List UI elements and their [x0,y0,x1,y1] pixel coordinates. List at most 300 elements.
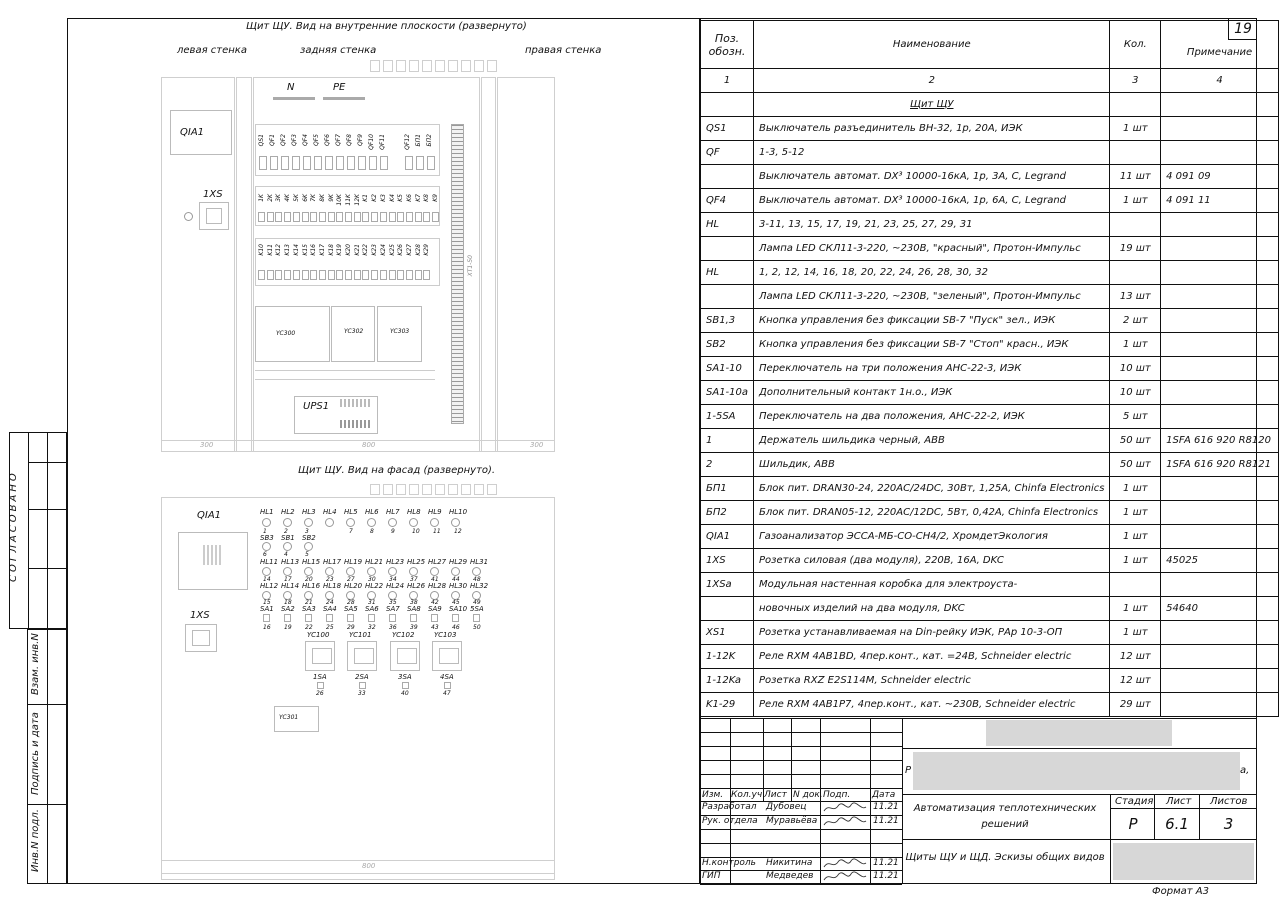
indicator-lamp-icon [262,542,271,551]
relay-label: K12 [275,244,283,256]
hl-label: HL3 [302,508,316,516]
person-date: 11.21 [873,816,899,826]
qf-label: QF6 [324,134,331,146]
relay-module [319,270,326,280]
signature-icon [821,870,869,884]
spec-qty-cell: 2 шт [1110,309,1161,333]
hl-label: HL4 [323,508,337,516]
relay-module [354,270,361,280]
sa-label: SA5 [344,605,358,613]
spec-row [701,165,1279,189]
terminal-number: 1 [263,528,267,535]
spec-qty-cell: 12 шт [1110,669,1161,693]
yc-label: YC103 [434,631,457,639]
relay-module [371,212,378,222]
terminal-number: 33 [358,690,366,697]
spec-qty-cell [1110,93,1161,117]
terminal-number: 12 [454,528,462,535]
hl-label: HL31 [470,558,489,566]
relay-label: K19 [336,244,344,256]
relay-label: K6 [405,194,413,202]
spec-note-cell [1161,645,1279,669]
spec-qty-cell [1110,141,1161,165]
project-suffix: а, [1240,765,1250,776]
spec-row [701,597,1279,621]
relay-module [389,270,396,280]
spec-row [701,645,1279,669]
hl-label: HL8 [407,508,421,516]
spec-name-cell: 3-11, 13, 15, 17, 19, 21, 23, 25, 27, 29, 31 [754,213,1110,237]
hl-label: HL11 [260,558,279,566]
terminal-number: 11 [433,528,441,535]
sw-label: 1SA [313,673,327,681]
terminal-number: 27 [347,576,355,583]
spec-note-cell: 4 091 09 [1161,165,1279,189]
sb-label: SB3 [260,534,274,542]
switch-icon [410,614,417,622]
spec-pos-cell [701,597,754,621]
spec-pos-cell: QS1 [701,117,754,141]
ground-screw-icon [184,212,193,221]
terminal-number: 32 [368,624,376,631]
relay-module [362,270,369,280]
hl-label: HL21 [365,558,384,566]
breaker-module [259,156,267,170]
spec-name-cell: Модульная настенная коробка для электроуста- [754,573,1110,597]
format-label: Формат А3 [1152,886,1209,897]
spec-note-cell [1161,117,1279,141]
terminal-number: 8 [370,528,374,535]
spec-pos-cell: QF [701,141,754,165]
spec-pos-cell [701,285,754,309]
terminal-number: 34 [389,576,397,583]
qf-label: БП1 [415,134,422,147]
relay-module [362,212,369,222]
relay-label: K8 [423,194,431,202]
spec-pos-cell [701,165,754,189]
sa-label: SA10 [449,605,468,613]
switch-icon [452,614,459,622]
sa-label: SA9 [428,605,442,613]
spec-pos-cell: QF4 [701,189,754,213]
project-title: Автоматизация теплотехнических решений [913,803,1097,830]
terminal-number: 47 [443,690,451,697]
yc-label: YC100 [307,631,330,639]
yc-label: YC101 [349,631,372,639]
hl-label: HL30 [449,582,468,590]
relay-label: K28 [414,244,422,256]
indicator-lamp-icon [283,567,292,576]
relay-module [284,270,291,280]
spec-name-cell: Шильдик, АВВ [754,453,1110,477]
indicator-lamp-icon [325,567,334,576]
relay-label: 5K [292,194,300,202]
relay-label: K22 [362,244,370,256]
person-role: Н.контроль [702,858,756,868]
spec-name-cell: Кнопка управления без фиксации SB-7 "Стоп" красн., ИЭК [754,333,1110,357]
dim-line-top [161,440,555,452]
terminal-number: 15 [263,599,271,606]
indicator-lamp-icon [430,518,439,527]
spec-row [701,405,1279,429]
terminal-number: 48 [473,576,481,583]
indicator-lamp-icon [346,567,355,576]
breaker-module [369,156,377,170]
spec-row [701,333,1279,357]
terminal-number: 36 [389,624,397,631]
signature-icon [821,815,869,829]
relay-module [302,270,309,280]
hl-label: HL20 [344,582,363,590]
top-drawing-title: Щит ЩУ. Вид на внутренние плоскости (развернуто) [246,21,527,32]
hl-label: HL17 [323,558,342,566]
spec-row [701,429,1279,453]
indicator-lamp-icon [388,518,397,527]
header-name: Наименование [754,21,1110,69]
switch-icon [431,614,438,622]
relay-label: 8K [318,194,326,202]
person-date: 11.21 [873,858,899,868]
sw-label: 2SA [355,673,369,681]
spec-note-cell [1161,285,1279,309]
relay-label: 10K [336,194,344,206]
spec-name-cell: Розетка силовая (два модуля), 220В, 16А, DKC [754,549,1110,573]
spec-pos-cell: SB2 [701,333,754,357]
spec-note-cell [1161,381,1279,405]
spec-row [701,285,1279,309]
spec-pos-cell: 1XSa [701,573,754,597]
qia1-label: QIA1 [180,127,205,138]
breaker-module [270,156,278,170]
indicator-lamp-icon [367,518,376,527]
indicator-lamp-icon [451,567,460,576]
spec-qty-cell: 1 шт [1110,597,1161,621]
switch-icon [444,682,451,689]
spec-note-cell: 45025 [1161,549,1279,573]
spec-name-cell: Реле RXM 4AB1P7, 4пер.конт., кат. ~230В, Schneider electric [754,693,1110,717]
terminal-number: 39 [410,624,418,631]
switch-icon [368,614,375,622]
spec-pos-cell: 1-5SA [701,405,754,429]
person-date: 11.21 [873,802,899,812]
terminal-number: 21 [305,599,313,606]
spec-name-cell: Лампа LED СКЛ11-3-220, ~230В, "красный", Протон-Импульс [754,237,1110,261]
relay-label: K18 [327,244,335,256]
relay-label: K27 [405,244,413,256]
spec-note-cell [1161,477,1279,501]
relay-label: K26 [397,244,405,256]
sa-label: SA1 [260,605,274,613]
yc-label: YC102 [392,631,415,639]
terminal-number: 42 [431,599,439,606]
relay-label: K9 [432,194,439,202]
hl-label: HL14 [281,582,300,590]
spec-row [701,573,1279,597]
xs1-label: 1XS [203,189,223,200]
spec-row [701,549,1279,573]
spec-note-cell [1161,333,1279,357]
relay-module [423,212,430,222]
revision-grid [700,718,902,884]
spec-name-cell: Щит ЩУ [754,93,1110,117]
indicator-lamp-icon [472,567,481,576]
indicator-lamp-icon [304,518,313,527]
yc303-label: YC303 [390,328,410,335]
spec-pos-cell [701,237,754,261]
hl-label: HL26 [407,582,426,590]
relay-module [336,270,343,280]
sa-label: SA2 [281,605,295,613]
relay-label: K3 [379,194,387,202]
terminal-strip [451,124,464,424]
relay-label: K16 [310,244,318,256]
spec-pos-cell: 1 [701,429,754,453]
terminal-number: 22 [305,624,313,631]
spec-pos-cell: 2 [701,453,754,477]
yc300-label: YC300 [276,330,296,337]
switch-icon [347,614,354,622]
spec-note-cell [1161,357,1279,381]
number-cell: 1 [701,69,754,93]
spec-pos-cell: K1-29 [701,693,754,717]
terminal-number: 31 [368,599,376,606]
hl-label: HL23 [386,558,405,566]
qf-label: QF2 [280,134,287,146]
right-wall-label: правая стенка [525,45,602,56]
breaker-module [303,156,311,170]
breaker-module [358,156,366,170]
switch-icon [263,614,270,622]
spec-pos-cell: XS1 [701,621,754,645]
spec-name-cell: Реле RXM 4AB1BD, 4пер.конт., кат. =24В, Schneider electric [754,645,1110,669]
relay-label: K25 [388,244,396,256]
hl-label: HL15 [302,558,321,566]
stamp-original-inv: Инв.N подл. [30,809,41,872]
hl-label: HL22 [365,582,384,590]
sheet-value: 6.1 [1165,815,1189,833]
relay-module [397,270,404,280]
spec-pos-cell: БП1 [701,477,754,501]
hl-label: HL7 [386,508,400,516]
relay-module [258,270,265,280]
switch-icon [359,682,366,689]
dim-bottom: 800 [362,862,376,870]
number-cell: 4 [1161,69,1279,93]
spec-pos-cell: QIA1 [701,525,754,549]
spec-pos-cell: HL [701,213,754,237]
terminal-number: 5 [305,551,309,558]
breaker-module [405,156,413,170]
indicator-lamp-icon [388,567,397,576]
hl-label: HL18 [323,582,342,590]
relay-label: K29 [423,244,431,256]
relay-module [302,212,309,222]
hl-label: HL32 [470,582,489,590]
spec-pos-cell: 1-12Ka [701,669,754,693]
spec-name-cell: Розетка RXZ E2S114M, Schneider electric [754,669,1110,693]
terminal-number: 45 [452,599,460,606]
n-bus-label: N [287,82,295,93]
relay-label: K10 [258,244,265,256]
indicator-lamp-icon [262,567,271,576]
relay-module [267,270,274,280]
sw-label: 3SA [398,673,412,681]
spec-qty-cell: 19 шт [1110,237,1161,261]
hl-label: HL10 [449,508,468,516]
hl-label: HL1 [260,508,274,516]
relay-label: K15 [301,244,309,256]
hl-label: HL5 [344,508,358,516]
breaker-module [416,156,424,170]
din-rail-bottom [255,370,435,380]
signature-icon [821,857,869,871]
qf-label: QF7 [335,134,342,146]
spec-qty-cell: 10 шт [1110,381,1161,405]
indicator-lamp-icon [409,567,418,576]
switch-icon [402,682,409,689]
relay-module [432,212,439,222]
sb-label: SB2 [302,534,316,542]
breaker-module [292,156,300,170]
relay-label: K7 [414,194,422,202]
col-header: Лист [764,790,787,800]
spec-row [701,357,1279,381]
terminal-number: 14 [263,576,271,583]
left-wall-edge [236,77,252,452]
sa-label: SA3 [302,605,316,613]
yc301-label: YC301 [279,714,299,721]
relay-label: 7K [310,194,318,202]
relay-module [310,270,317,280]
top-ghost-blocks [370,60,500,74]
redacted-project-name [913,752,1240,790]
hl-label: HL6 [365,508,379,516]
spec-name-cell: Газоанализатор ЭССА-МБ-СО-СН4/2, ХромдетЭкология [754,525,1110,549]
hl-label: HL12 [260,582,279,590]
spec-note-cell [1161,237,1279,261]
relay-label: 3K [275,194,283,202]
bottom-ghost-blocks [370,484,500,496]
spec-qty-cell: 1 шт [1110,477,1161,501]
spec-row [701,309,1279,333]
relay-label: 12K [353,194,361,206]
relay-label: K21 [353,244,361,256]
terminal-number: 3 [305,528,309,535]
qia1-facade-label: QIA1 [197,510,222,521]
relay-module [371,270,378,280]
relay-module [284,212,291,222]
terminal-number: 19 [284,624,292,631]
indicator-lamp-icon [304,542,313,551]
person-role: ГИП [702,871,721,881]
qf-label: QF12 [404,134,411,150]
relay-module [319,212,326,222]
spec-row [701,117,1279,141]
terminal-number: 46 [452,624,460,631]
spec-qty-cell [1110,261,1161,285]
qf-label: QF3 [291,134,298,146]
spec-qty-cell: 1 шт [1110,117,1161,141]
sa-label: SA6 [365,605,379,613]
hl-label: HL28 [428,582,447,590]
qf-label: БП2 [426,134,433,147]
indicator-lamp-icon [283,542,292,551]
spec-number-row [701,69,1279,93]
terminal-number: 35 [389,599,397,606]
relay-module [293,212,300,222]
person-role: Рук. отдела [702,816,758,826]
spec-note-cell [1161,621,1279,645]
hl-label: HL2 [281,508,295,516]
pe-bus [323,97,365,100]
spec-name-cell: Выключатель разъединитель ВН-32, 1р, 20А, ИЭК [754,117,1110,141]
header-pos: Поз. обозн. [701,21,754,69]
relay-label: K24 [379,244,387,256]
spec-row [701,189,1279,213]
spec-row [701,261,1279,285]
hl-label: HL25 [407,558,426,566]
number-cell: 3 [1110,69,1161,93]
spec-qty-cell: 50 шт [1110,429,1161,453]
spec-qty-cell: 13 шт [1110,285,1161,309]
col-header: Кол.уч [731,790,763,800]
hl-label: HL9 [428,508,442,516]
spec-qty-cell: 1 шт [1110,621,1161,645]
spec-name-cell: Выключатель автомат. DX³ 10000-16кА, 1р, 6А, С, Legrand [754,189,1110,213]
spec-row [701,693,1279,717]
spec-note-cell [1161,93,1279,117]
breaker-module [325,156,333,170]
yc-device [432,641,462,671]
terminal-number: 49 [473,599,481,606]
back-wall-label: задняя стенка [300,45,377,56]
terminal-number: 7 [349,528,353,535]
number-cell: 2 [754,69,1110,93]
spec-qty-cell: 1 шт [1110,549,1161,573]
sb-label: SB1 [281,534,295,542]
yc-device [390,641,420,671]
terminal-number: 10 [412,528,420,535]
spec-note-cell: 4 091 11 [1161,189,1279,213]
switch-icon [389,614,396,622]
relay-label: K23 [371,244,379,256]
relay-module [380,270,387,280]
right-wall-edge [481,77,496,452]
stage-header: Стадия [1115,796,1154,807]
spec-note-cell [1161,261,1279,285]
relay-label: K14 [292,244,300,256]
terminal-number: 23 [326,576,334,583]
spec-pos-cell: HL [701,261,754,285]
left-wall-label: левая стенка [177,45,247,56]
relay-module [345,270,352,280]
qf-label: QF4 [302,134,309,146]
relay-module [415,212,422,222]
spec-note-cell [1161,573,1279,597]
spec-qty-cell: 11 шт [1110,165,1161,189]
spec-note-cell [1161,501,1279,525]
sheet-title: Щиты ЩУ и ЩД. Эскизы общих видов [905,852,1105,863]
spec-qty-cell: 29 шт [1110,693,1161,717]
relay-label: 4K [284,194,292,202]
terminal-number: 18 [284,599,292,606]
qf-label: QF5 [313,134,320,146]
qf-label: QS1 [258,134,265,147]
spec-qty-cell: 1 шт [1110,501,1161,525]
sa-label: SA8 [407,605,421,613]
dim-mid: 800 [362,441,376,449]
terminal-number: 29 [347,624,355,631]
